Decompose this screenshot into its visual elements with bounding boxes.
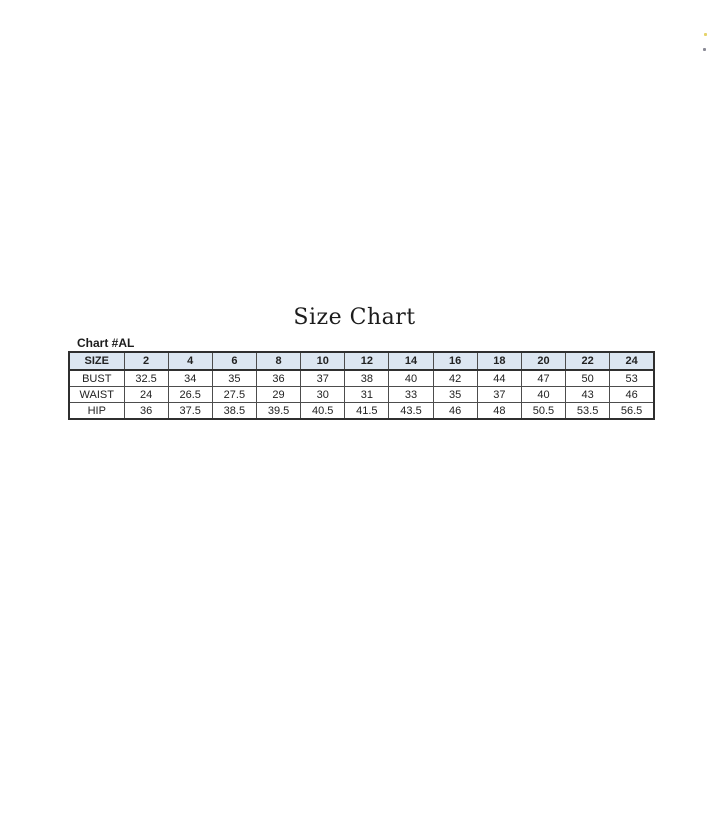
column-header: 16 — [433, 352, 477, 370]
table-header-row — [69, 352, 654, 370]
row-header: HIP — [69, 403, 124, 420]
table-cell: 46 — [433, 403, 477, 420]
table-cell: 53.5 — [566, 403, 610, 420]
table-cell: 27.5 — [212, 387, 256, 403]
table-cell: 35 — [433, 387, 477, 403]
row-header: WAIST — [69, 387, 124, 403]
table-cell: 47 — [521, 370, 565, 387]
table-cell: 31 — [345, 387, 389, 403]
table-cell: 43.5 — [389, 403, 433, 420]
table-cell: 56.5 — [610, 403, 654, 420]
table-cell: 24 — [124, 387, 168, 403]
table-body — [69, 370, 654, 419]
table-cell: 37 — [477, 387, 521, 403]
table-cell: 36 — [124, 403, 168, 420]
table-cell: 35 — [212, 370, 256, 387]
column-header: 24 — [610, 352, 654, 370]
table-cell: 26.5 — [168, 387, 212, 403]
column-header: 6 — [212, 352, 256, 370]
table-cell: 50.5 — [521, 403, 565, 420]
column-header: 20 — [521, 352, 565, 370]
table-cell: 44 — [477, 370, 521, 387]
table-cell: 30 — [301, 387, 345, 403]
table-cell: 34 — [168, 370, 212, 387]
table-cell: 43 — [566, 387, 610, 403]
row-header: BUST — [69, 370, 124, 387]
table-cell: 33 — [389, 387, 433, 403]
column-header: 14 — [389, 352, 433, 370]
table-cell: 36 — [256, 370, 300, 387]
table-row — [69, 403, 654, 420]
table-row — [69, 387, 654, 403]
size-chart-table — [68, 351, 655, 420]
table-cell: 39.5 — [256, 403, 300, 420]
table-cell: 50 — [566, 370, 610, 387]
table-row — [69, 370, 654, 387]
table-cell: 40 — [521, 387, 565, 403]
table-header — [69, 352, 654, 370]
column-header: 18 — [477, 352, 521, 370]
column-header: 8 — [256, 352, 300, 370]
column-header: 4 — [168, 352, 212, 370]
table-cell: 29 — [256, 387, 300, 403]
table-cell: 37.5 — [168, 403, 212, 420]
table-cell: 42 — [433, 370, 477, 387]
column-header: 22 — [566, 352, 610, 370]
chart-label: Chart #AL — [77, 336, 135, 350]
column-header: 12 — [345, 352, 389, 370]
table-cell: 53 — [610, 370, 654, 387]
table-cell: 38 — [345, 370, 389, 387]
table-cell: 38.5 — [212, 403, 256, 420]
column-header-size: SIZE — [69, 352, 124, 370]
table-cell: 37 — [301, 370, 345, 387]
table-cell: 40.5 — [301, 403, 345, 420]
table-cell: 32.5 — [124, 370, 168, 387]
table-cell: 46 — [610, 387, 654, 403]
column-header: 2 — [124, 352, 168, 370]
table-cell: 48 — [477, 403, 521, 420]
page-title: Size Chart — [293, 305, 416, 330]
scan-speck-gray — [703, 48, 706, 51]
column-header: 10 — [301, 352, 345, 370]
table-cell: 41.5 — [345, 403, 389, 420]
table-cell: 40 — [389, 370, 433, 387]
scan-speck-yellow — [704, 33, 707, 36]
